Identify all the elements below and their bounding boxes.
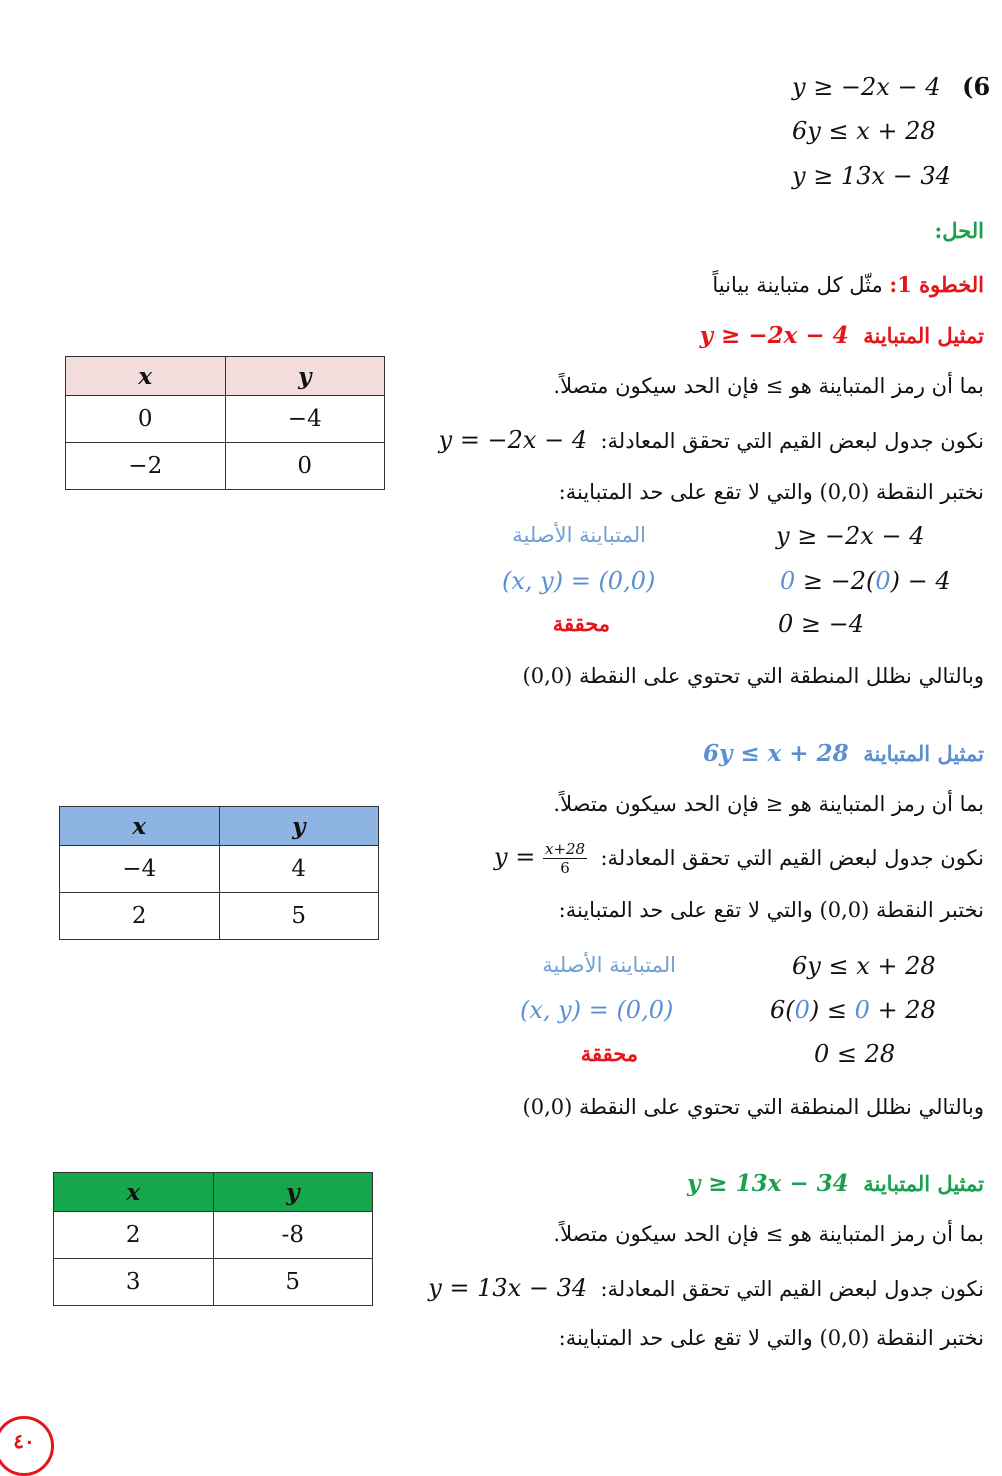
table-cell: -8 bbox=[213, 1212, 373, 1259]
table-row bbox=[66, 443, 385, 490]
section2-result: 0 ≤ 28 bbox=[814, 1040, 896, 1068]
step1-text: مثّل كل متباينة بيانياً bbox=[712, 273, 883, 297]
section1-point: (x, y) = (0,0) bbox=[502, 567, 656, 595]
section1-substitution: 0 ≥ −2(0) − 4 bbox=[780, 567, 951, 595]
table-header-y: y bbox=[225, 357, 385, 396]
table-cell: 0 bbox=[225, 443, 385, 490]
table-row bbox=[60, 846, 379, 893]
table-row bbox=[66, 396, 385, 443]
table-cell: 2 bbox=[54, 1212, 214, 1259]
section1-original-math: y ≥ −2x − 4 bbox=[776, 522, 925, 550]
section2-original-label: المتباينة الأصلية bbox=[542, 953, 676, 977]
section2-line3: نختبر النقطة (0,0) والتي لا تقع على حد المتباينة: bbox=[558, 898, 984, 922]
step1-label: الخطوة 1: bbox=[889, 272, 984, 297]
section1-line1: بما أن رمز المتباينة هو ≥ فإن الحد سيكون متصلاً. bbox=[553, 374, 984, 398]
solution-label: الحل: bbox=[934, 218, 984, 243]
section3-table bbox=[53, 1172, 373, 1306]
table-cell: −2 bbox=[66, 443, 226, 490]
section2-table bbox=[59, 806, 379, 940]
section1-conclusion: وبالتالي نظلل المنطقة التي تحتوي على النقطة (0,0) bbox=[522, 664, 984, 688]
section1-verified: محققة bbox=[552, 611, 610, 636]
table-cell: 0 bbox=[66, 396, 226, 443]
table-header-y: y bbox=[213, 1173, 373, 1212]
section2-substitution: 6(0) ≤ 0 + 28 bbox=[770, 996, 936, 1024]
step1-line bbox=[712, 272, 984, 297]
table-header-x: x bbox=[66, 357, 226, 396]
table-cell: 4 bbox=[219, 846, 379, 893]
section2-conclusion: وبالتالي نظلل المنطقة التي تحتوي على النقطة (0,0) bbox=[522, 1095, 984, 1119]
table-cell: −4 bbox=[225, 396, 385, 443]
table-cell: −4 bbox=[60, 846, 220, 893]
table-header-x: x bbox=[54, 1173, 214, 1212]
section2-line2: نكون جدول لبعض القيم التي تحقق المعادلة: y = $\frac{x+28}{6}$ bbox=[494, 840, 984, 877]
problem-line-1: y ≥ −2x − 4 (6 bbox=[792, 72, 991, 101]
problem-number: (6 bbox=[962, 72, 991, 101]
section2-original-math: 6y ≤ x + 28 bbox=[792, 952, 936, 980]
section1-heading: تمثيل المتباينة y ≥ −2x − 4 bbox=[699, 322, 984, 349]
section3-line3: نختبر النقطة (0,0) والتي لا تقع على حد المتباينة: bbox=[558, 1326, 984, 1350]
problem-line-3: y ≥ 13x − 34 bbox=[792, 162, 951, 190]
section1-line3: نختبر النقطة (0,0) والتي لا تقع على حد المتباينة: bbox=[558, 480, 984, 504]
table-header-x: x bbox=[60, 807, 220, 846]
section3-line2: نكون جدول لبعض القيم التي تحقق المعادلة: y = 13x − 34 bbox=[428, 1274, 984, 1302]
section2-point: (x, y) = (0,0) bbox=[520, 996, 674, 1024]
section1-line2: نكون جدول لبعض القيم التي تحقق المعادلة: y = −2x − 4 bbox=[438, 426, 984, 454]
table-row bbox=[60, 893, 379, 940]
section2-verified: محققة bbox=[580, 1041, 638, 1066]
table-cell: 3 bbox=[54, 1259, 214, 1306]
section3-heading: تمثيل المتباينة y ≥ 13x − 34 bbox=[686, 1170, 984, 1197]
section2-heading: تمثيل المتباينة 6y ≤ x + 28 bbox=[702, 740, 984, 767]
problem-line-2: 6y ≤ x + 28 bbox=[792, 117, 936, 145]
section1-table bbox=[65, 356, 385, 490]
table-cell: 5 bbox=[213, 1259, 373, 1306]
fraction: $\frac{x+28}{6}$ bbox=[544, 840, 586, 877]
table-cell: 5 bbox=[219, 893, 379, 940]
table-row bbox=[54, 1259, 373, 1306]
section1-result: 0 ≥ −4 bbox=[778, 610, 865, 638]
table-row bbox=[54, 1212, 373, 1259]
page-number-badge: ٤٠ bbox=[0, 1416, 54, 1476]
section3-line1: بما أن رمز المتباينة هو ≥ فإن الحد سيكون متصلاً. bbox=[553, 1222, 984, 1246]
section2-line1: بما أن رمز المتباينة هو ≤ فإن الحد سيكون متصلاً. bbox=[553, 792, 984, 816]
table-cell: 2 bbox=[60, 893, 220, 940]
section1-original-label: المتباينة الأصلية bbox=[512, 523, 646, 547]
table-header-y: y bbox=[219, 807, 379, 846]
